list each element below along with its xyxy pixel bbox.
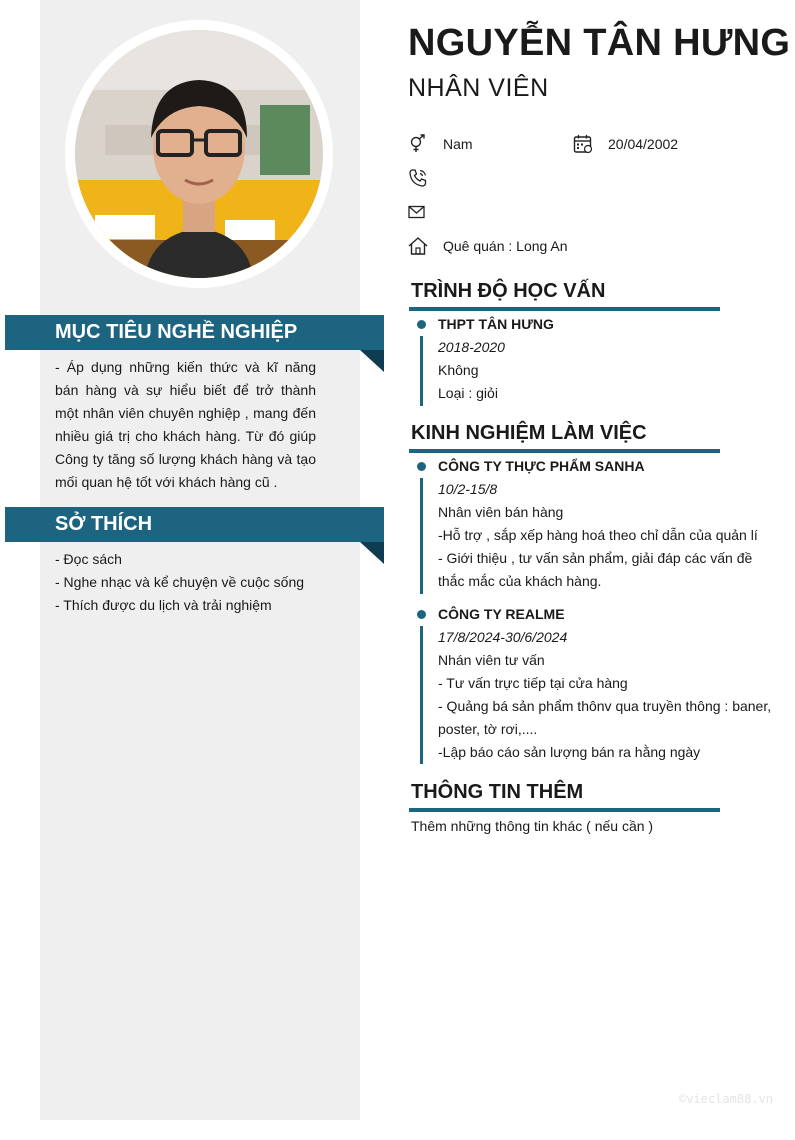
hobby-item: - Thích được du lịch và trải nghiệm bbox=[55, 597, 272, 613]
job-duty: - Giới thiệu , tư vấn sản phẩm, giải đáp các vấn đề thắc mắc của khách hàng. bbox=[438, 550, 753, 589]
job-period: 17/8/2024-30/6/2024 bbox=[438, 629, 568, 645]
education-grade: Loại : giỏi bbox=[438, 385, 498, 401]
experience-rule bbox=[409, 449, 720, 453]
mail-icon bbox=[408, 202, 428, 222]
job-duty: - Quảng bá sản phẩm thônv qua truyền thông : baner, poster, tờ rơi,.... bbox=[438, 698, 772, 737]
phone-icon bbox=[408, 168, 428, 188]
birthdate-value: 20/04/2002 bbox=[608, 136, 679, 152]
avatar-photo bbox=[75, 30, 323, 278]
avatar bbox=[75, 30, 323, 278]
extra-info-text: Thêm những thông tin khác ( nếu cần ) bbox=[411, 818, 654, 834]
timeline-dot bbox=[417, 462, 426, 471]
home-icon bbox=[408, 236, 428, 256]
hometown-value: Quê quán : Long An bbox=[443, 238, 568, 254]
company-name: CÔNG TY THỰC PHẨM SANHA bbox=[438, 458, 645, 474]
hobbies-list bbox=[55, 548, 316, 617]
objective-paragraph: - Áp dụng những kiến thức và kĩ năng bán hàng và sự hiểu biết để trở thành một nhân viên chuyên nghiệp , mang đến nhiều giá trị cho khách hàng. Từ đó giúp Công ty tăng số lượng khách hàng và tạo mối quan hệ tốt với khách hàng cũ . bbox=[55, 359, 316, 490]
gender-icon bbox=[408, 134, 428, 154]
hobby-item: - Nghe nhạc và kể chuyện về cuộc sống bbox=[55, 574, 305, 590]
hobbies-title: SỞ THÍCH bbox=[55, 513, 153, 535]
education-entry bbox=[438, 313, 778, 405]
extra-info-rule bbox=[409, 808, 720, 812]
experience-title: KINH NGHIỆM LÀM VIỆC bbox=[411, 422, 647, 444]
experience-timeline bbox=[420, 626, 423, 764]
watermark: ©vieclam88.vn bbox=[679, 1092, 773, 1106]
candidate-name: NGUYỄN TÂN HƯNG bbox=[408, 22, 791, 64]
experience-entry bbox=[438, 603, 778, 764]
education-title: TRÌNH ĐỘ HỌC VẤN bbox=[411, 280, 606, 302]
hobbies-ribbon-fold bbox=[360, 542, 384, 564]
school-name: THPT TÂN HƯNG bbox=[438, 316, 554, 332]
gender-value: Nam bbox=[443, 136, 473, 152]
hobby-item: - Đọc sách bbox=[55, 551, 122, 567]
avatar-frame bbox=[65, 20, 333, 288]
objective-header bbox=[5, 315, 384, 350]
education-rule bbox=[409, 307, 720, 311]
objective-text bbox=[55, 356, 316, 494]
experience-entry bbox=[438, 455, 778, 593]
timeline-dot bbox=[417, 320, 426, 329]
job-position: Nhân viên bán hàng bbox=[438, 504, 564, 520]
objective-ribbon-fold bbox=[360, 350, 384, 372]
job-position: Nhán viên tư vấn bbox=[438, 652, 545, 668]
job-duty: -Lập báo cáo sản lượng bán ra hằng ngày bbox=[438, 744, 701, 760]
calendar-icon bbox=[573, 134, 593, 154]
job-duty: -Hỗ trợ , sắp xếp hàng hoá theo chỉ dẫn của quản lí bbox=[438, 527, 758, 543]
education-period: 2018-2020 bbox=[438, 339, 505, 355]
candidate-role: NHÂN VIÊN bbox=[408, 74, 549, 102]
education-major: Không bbox=[438, 362, 479, 378]
company-name: CÔNG TY REALME bbox=[438, 606, 565, 622]
education-timeline bbox=[420, 336, 423, 406]
objective-title: MỤC TIÊU NGHỀ NGHIỆP bbox=[55, 321, 298, 343]
hobbies-header bbox=[5, 507, 384, 542]
experience-timeline bbox=[420, 478, 423, 594]
job-period: 10/2-15/8 bbox=[438, 481, 498, 497]
extra-info-title: THÔNG TIN THÊM bbox=[411, 781, 584, 803]
job-duty: - Tư vấn trực tiếp tại cửa hàng bbox=[438, 675, 628, 691]
timeline-dot bbox=[417, 610, 426, 619]
